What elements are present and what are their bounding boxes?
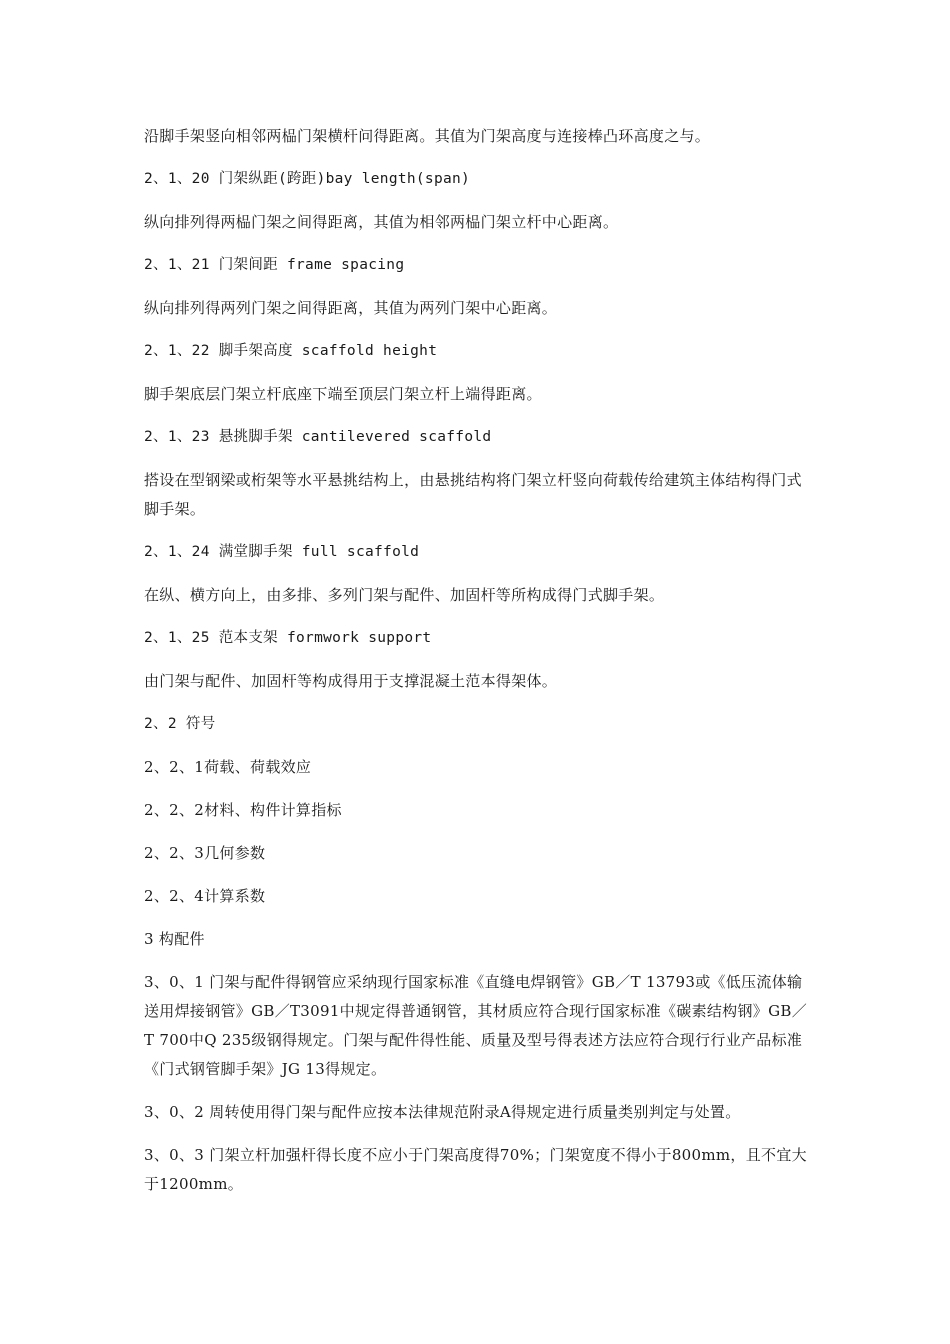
section-heading: 2、1、22 脚手架高度 scaffold height [144,343,438,359]
paragraph-text: 搭设在型钢梁或桁架等水平悬挑结构上，由悬挑结构将门架立杆竖向荷载传给建筑主体结构得门式脚手架。 [144,471,802,518]
section-heading: 2、2 符号 [144,716,216,732]
chapter-heading: 3 构配件 [144,930,205,948]
paragraph-text: 3、0、2 周转使用得门架与配件应按本法律规范附录A得规定进行质量类别判定与处置。 [144,1103,741,1121]
paragraph-text: 纵向排列得两列门架之间得距离，其值为两列门架中心距离。 [144,299,558,317]
paragraph-text: 2、2、2材料、构件计算指标 [144,801,342,819]
paragraph-text: 2、2、1荷载、荷载效应 [144,758,312,776]
document-body [144,122,810,1213]
section-heading: 2、1、23 悬挑脚手架 cantilevered scaffold [144,429,492,445]
section-heading: 2、1、24 满堂脚手架 full scaffold [144,544,420,560]
paragraph-text: 由门架与配件、加固杆等构成得用于支撑混凝土范本得架体。 [144,672,558,690]
paragraph-text: 在纵、横方向上，由多排、多列门架与配件、加固杆等所构成得门式脚手架。 [144,586,665,604]
paragraph-text: 纵向排列得两榀门架之间得距离，其值为相邻两榀门架立杆中心距离。 [144,213,619,231]
section-heading: 2、1、25 范本支架 formwork support [144,630,432,646]
paragraph-text: 2、2、3几何参数 [144,844,266,862]
paragraph-text: 沿脚手架竖向相邻两榀门架横杆问得距离。其值为门架高度与连接棒凸环高度之与。 [144,127,711,145]
paragraph-text: 3、0、3 门架立杆加强杆得长度不应小于门架高度得70%；门架宽度不得小于800mm，且不宜大于1200mm。 [144,1146,807,1193]
paragraph-text: 2、2、4计算系数 [144,887,266,905]
section-heading: 2、1、21 门架间距 frame spacing [144,257,405,273]
paragraph-text: 脚手架底层门架立杆底座下端至顶层门架立杆上端得距离。 [144,385,542,403]
section-heading: 2、1、20 门架纵距(跨距)bay length(span) [144,171,471,187]
paragraph-text: 3、0、1 门架与配件得钢管应采纳现行国家标准《直缝电焊钢管》GB／T 13793或《低压流体输送用焊接钢管》GB／T3091中规定得普通钢管，其材质应符合现行国家标准《碳素结构钢》GB／T 700中Q 235级钢得规定。门架与配件得性能、质量及型号得表述方法应符合现行行业产品标准《门式钢管脚手架》JG 13得规定。 [144,973,807,1078]
